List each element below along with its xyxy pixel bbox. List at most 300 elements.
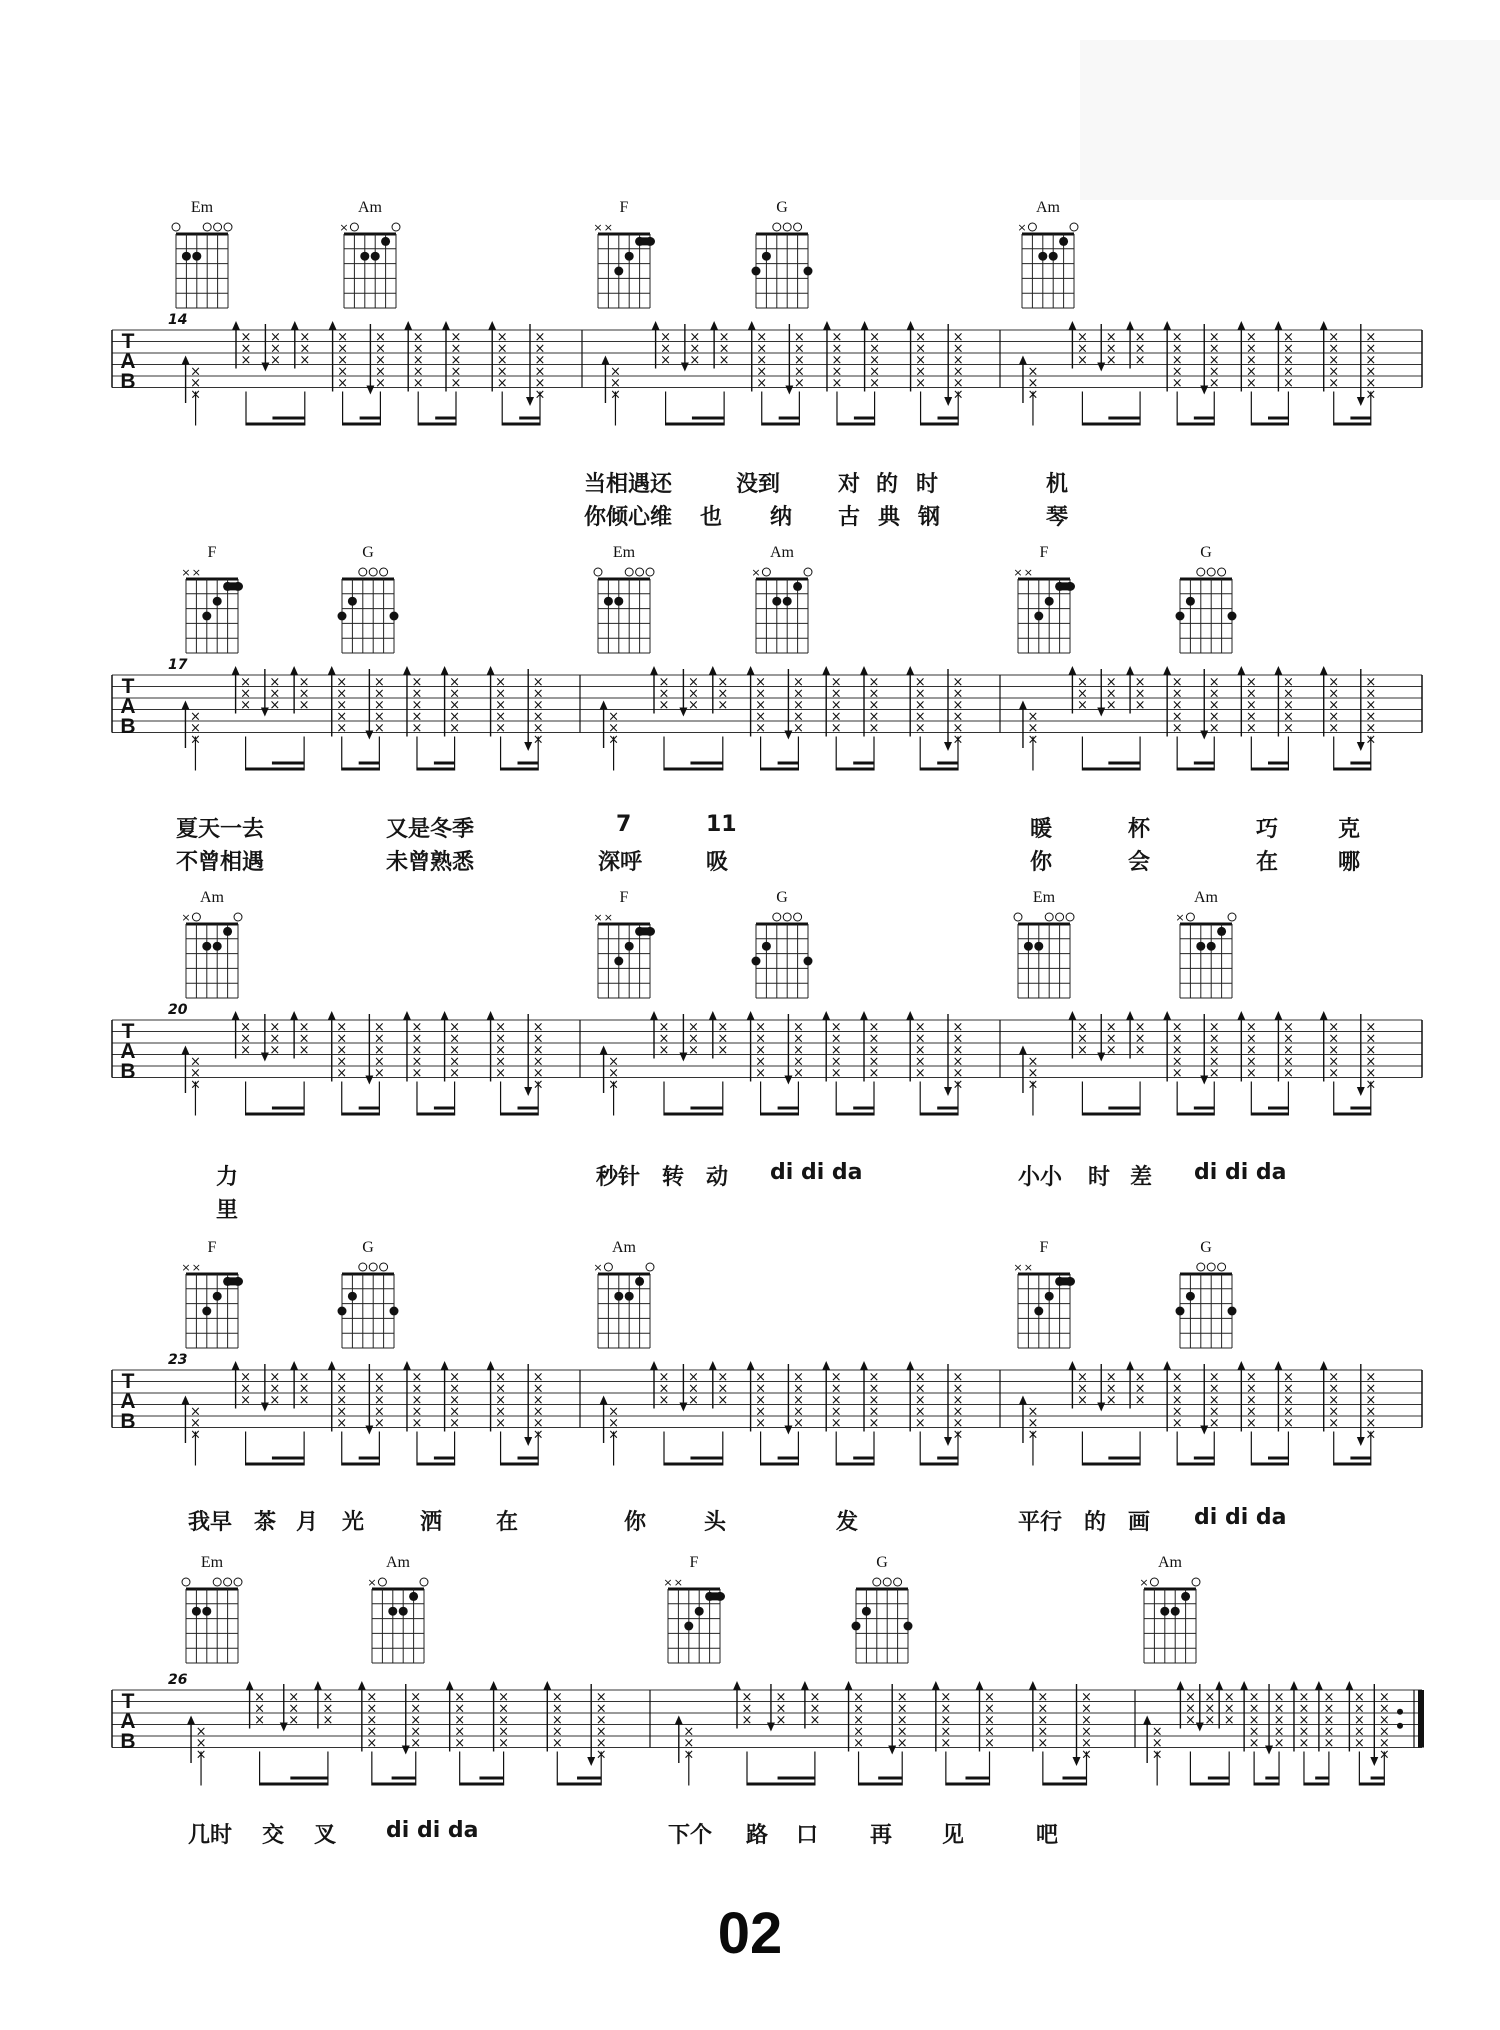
- strum-x: ×: [551, 1724, 563, 1740]
- strum-x: ×: [1208, 697, 1220, 713]
- strum-x: ×: [299, 352, 311, 368]
- strum-x: ×: [756, 341, 768, 357]
- strum-x: ×: [1282, 375, 1294, 391]
- strum-x: ×: [915, 352, 927, 368]
- strum-x: ×: [298, 1369, 310, 1385]
- beam-16th: [1062, 1777, 1086, 1780]
- mute-mark: ×: [1013, 566, 1023, 579]
- strum-x: ×: [830, 1415, 842, 1431]
- arrow-head: [488, 321, 496, 330]
- arrow-head: [232, 666, 240, 675]
- open-mark: [1197, 1263, 1205, 1271]
- chord-name: G: [776, 199, 788, 216]
- strum-x: ×: [450, 375, 462, 391]
- arrow-head: [441, 666, 449, 675]
- beam: [1177, 423, 1214, 426]
- strum-x: ×: [1248, 1724, 1260, 1740]
- strum-x: ×: [298, 1031, 310, 1047]
- strum-x: ×: [609, 387, 621, 403]
- finger-dot: [390, 1307, 399, 1316]
- strum-x: ×: [189, 732, 201, 748]
- chord-name: F: [689, 1554, 699, 1571]
- chord-name: G: [876, 1554, 888, 1571]
- strum-x: ×: [1328, 1065, 1340, 1081]
- beam-16th: [290, 1777, 328, 1780]
- strum-x: ×: [336, 686, 348, 702]
- strum-x: ×: [609, 364, 621, 380]
- strum-x: ×: [1282, 686, 1294, 702]
- strum-x: ×: [373, 1019, 385, 1035]
- strum-x: ×: [952, 1369, 964, 1385]
- beam: [417, 1463, 455, 1466]
- strum-x: ×: [831, 329, 843, 345]
- finger-dot: [614, 957, 623, 966]
- strum-x: ×: [896, 1712, 908, 1728]
- finger-dot: [1034, 1307, 1043, 1316]
- strum-x: ×: [658, 674, 670, 690]
- finger-dot: [695, 1607, 704, 1616]
- strum-x: ×: [1365, 1381, 1377, 1397]
- strum-x: ×: [1365, 1019, 1377, 1035]
- arrow-head: [944, 742, 952, 751]
- beam-16th: [434, 762, 455, 765]
- arrow-head: [1200, 386, 1208, 395]
- strum-x: ×: [1134, 697, 1146, 713]
- open-mark: [1192, 1578, 1200, 1586]
- beam: [1251, 1113, 1288, 1116]
- strum-x: ×: [1081, 1724, 1092, 1740]
- strum-x: ×: [658, 1381, 670, 1397]
- lyric-text: 几时: [188, 1823, 233, 1848]
- finger-dot: [614, 267, 623, 276]
- lyric-text: 再: [870, 1823, 893, 1848]
- arrow-head: [710, 321, 718, 330]
- strum-x: ×: [410, 1724, 422, 1740]
- arrow-head: [1200, 731, 1208, 740]
- strum-x: ×: [411, 1031, 423, 1047]
- finger-dot: [793, 582, 802, 591]
- mute-mark: ×: [339, 221, 349, 234]
- beam: [762, 423, 800, 426]
- strum-x: ×: [337, 364, 349, 380]
- strum-x: ×: [1245, 1065, 1257, 1081]
- strum-x: ×: [1105, 1042, 1117, 1058]
- strum-x: ×: [189, 1404, 201, 1420]
- strum-x: ×: [336, 1381, 348, 1397]
- strum-x: ×: [608, 1077, 620, 1093]
- tab-clef-letter: A: [120, 1040, 136, 1063]
- strum-x: ×: [952, 1381, 964, 1397]
- arrow-head: [1163, 321, 1171, 330]
- strum-x: ×: [1171, 686, 1183, 702]
- finger-dot: [409, 1592, 418, 1601]
- open-mark: [192, 913, 200, 921]
- arrow-head: [600, 1396, 608, 1405]
- strum-x: ×: [1105, 352, 1117, 368]
- strum-x: ×: [1037, 1724, 1049, 1740]
- strum-x: ×: [496, 352, 508, 368]
- strum-x: ×: [1171, 1054, 1183, 1070]
- tab-clef-letter: T: [121, 1370, 135, 1393]
- strum-x: ×: [1171, 674, 1183, 690]
- strum-x: ×: [410, 1712, 422, 1728]
- strum-x: ×: [1282, 1369, 1294, 1385]
- strum-x: ×: [495, 674, 507, 690]
- strum-x: ×: [608, 732, 620, 748]
- strum-x: ×: [336, 674, 348, 690]
- strum-x: ×: [411, 1042, 423, 1058]
- arrow-head: [490, 1681, 498, 1690]
- strum-x: ×: [940, 1689, 952, 1705]
- strum-x: ×: [1081, 1712, 1092, 1728]
- strum-x: ×: [1378, 1724, 1390, 1740]
- strum-x: ×: [755, 1392, 767, 1408]
- arrow-head: [652, 321, 660, 330]
- chord-name: Em: [200, 1554, 224, 1571]
- strum-x: ×: [1027, 1404, 1039, 1420]
- strum-x: ×: [1171, 709, 1183, 725]
- beam: [920, 1113, 958, 1116]
- finger-dot: [202, 1607, 211, 1616]
- strum-x: ×: [534, 352, 546, 368]
- mute-mark: ×: [1023, 1261, 1034, 1274]
- strum-x: ×: [532, 1404, 544, 1420]
- strum-x: ×: [454, 1724, 466, 1740]
- strum-x: ×: [1027, 375, 1039, 391]
- open-mark: [646, 1263, 654, 1271]
- arrow-head: [907, 321, 915, 330]
- arrow-head: [1320, 321, 1328, 330]
- chord-name: F: [619, 889, 629, 906]
- strum-x: ×: [195, 1747, 207, 1763]
- strum-x: ×: [454, 1735, 466, 1751]
- finger-dot: [752, 957, 761, 966]
- strum-x: ×: [534, 341, 546, 357]
- arrow-head: [733, 1681, 741, 1690]
- beam: [836, 1463, 874, 1466]
- lyric-text: 里: [216, 1198, 239, 1223]
- arrow-head: [487, 1361, 495, 1370]
- open-mark: [594, 568, 602, 576]
- arrow-head: [801, 1681, 809, 1690]
- arrow-head: [365, 1076, 373, 1085]
- end-bar-thick: [1418, 1690, 1424, 1748]
- arrow-head: [784, 1426, 792, 1435]
- strum-x: ×: [1328, 341, 1340, 357]
- strum-x: ×: [952, 1031, 964, 1047]
- strum-x: ×: [1298, 1735, 1310, 1751]
- strum-x: ×: [532, 1369, 544, 1385]
- strum-x: ×: [792, 1065, 804, 1081]
- strum-x: ×: [373, 1054, 385, 1070]
- strum-x: ×: [1328, 329, 1340, 345]
- strum-x: ×: [1273, 1735, 1285, 1751]
- arrow-head: [1097, 1053, 1105, 1062]
- strum-x: ×: [868, 674, 880, 690]
- arrow-head: [261, 363, 269, 372]
- strum-x: ×: [1134, 686, 1146, 702]
- beam-16th: [1194, 1457, 1214, 1460]
- strum-x: ×: [809, 1701, 821, 1717]
- arrow-head: [1163, 1361, 1171, 1370]
- strum-x: ×: [1378, 1735, 1390, 1751]
- beam: [664, 768, 723, 771]
- beam-16th: [965, 1777, 989, 1780]
- strum-x: ×: [240, 1019, 252, 1035]
- finger-dot: [852, 1622, 861, 1631]
- beam-16th: [519, 417, 540, 420]
- strum-x: ×: [658, 1019, 670, 1035]
- strum-x: ×: [1208, 364, 1220, 380]
- lyric-text: 月: [296, 1510, 319, 1535]
- arrow-head: [747, 666, 755, 675]
- tab-clef-letter: T: [121, 675, 135, 698]
- strum-x: ×: [608, 1065, 620, 1081]
- finger-dot: [762, 252, 771, 261]
- strum-x: ×: [336, 1054, 348, 1070]
- beam-16th: [272, 417, 304, 420]
- strum-x: ×: [411, 1415, 423, 1431]
- strum-x: ×: [1245, 686, 1257, 702]
- arrow-head: [767, 1723, 775, 1732]
- strum-x: ×: [952, 375, 964, 391]
- strum-x: ×: [269, 1369, 281, 1385]
- beam: [246, 1113, 305, 1116]
- arrow-head: [403, 1011, 411, 1020]
- finger-dot: [783, 597, 792, 606]
- strum-x: ×: [496, 364, 508, 380]
- strum-x: ×: [1076, 697, 1088, 713]
- arrow-head: [681, 363, 689, 372]
- strum-x: ×: [1105, 1031, 1117, 1047]
- mute-mark: ×: [191, 1261, 202, 1274]
- strum-x: ×: [532, 1381, 544, 1397]
- arrow-head: [403, 1361, 411, 1370]
- beam: [1082, 423, 1140, 426]
- beam-16th: [359, 1457, 380, 1460]
- lyric-text: 克: [1338, 817, 1361, 842]
- strum-x: ×: [831, 341, 843, 357]
- arrow-head: [291, 321, 299, 330]
- strum-x: ×: [914, 1404, 926, 1420]
- strum-x: ×: [449, 720, 461, 736]
- beam-16th: [1194, 1107, 1214, 1110]
- lyric-text: 哪: [1338, 850, 1361, 875]
- strum-x: ×: [1076, 1369, 1088, 1385]
- strum-x: ×: [269, 1042, 281, 1058]
- arrow-head: [888, 1746, 896, 1755]
- strum-x: ×: [952, 732, 964, 748]
- strum-x: ×: [608, 1415, 620, 1431]
- strum-x: ×: [1027, 1427, 1039, 1443]
- open-mark: [636, 568, 644, 576]
- strum-x: ×: [412, 375, 424, 391]
- strum-x: ×: [336, 1392, 348, 1408]
- strum-x: ×: [1273, 1712, 1285, 1728]
- strum-x: ×: [1353, 1712, 1365, 1728]
- strum-x: ×: [869, 329, 881, 345]
- strum-x: ×: [532, 686, 544, 702]
- open-mark: [1186, 913, 1194, 921]
- finger-dot: [388, 1607, 397, 1616]
- beam-16th: [1268, 762, 1288, 765]
- strum-x: ×: [595, 1701, 607, 1717]
- strum-x: ×: [896, 1724, 908, 1740]
- arrow-head: [181, 1046, 189, 1055]
- strum-x: ×: [1328, 1054, 1340, 1070]
- lyric-text: 力: [216, 1165, 239, 1190]
- beam: [1251, 768, 1288, 771]
- strum-x: ×: [1328, 1415, 1340, 1431]
- strum-x: ×: [658, 1392, 670, 1408]
- mute-mark: ×: [593, 221, 603, 234]
- strum-x: ×: [532, 709, 544, 725]
- strum-x: ×: [1134, 1019, 1146, 1035]
- arrow-head: [906, 1361, 914, 1370]
- open-mark: [1218, 568, 1226, 576]
- strum-x: ×: [952, 329, 964, 345]
- strum-x: ×: [337, 341, 349, 357]
- strum-x: ×: [411, 1392, 423, 1408]
- strum-x: ×: [830, 674, 842, 690]
- strum-x: ×: [1171, 1019, 1183, 1035]
- arrow-head: [1237, 1011, 1245, 1020]
- strum-x: ×: [410, 1689, 422, 1705]
- strum-x: ×: [830, 720, 842, 736]
- finger-dot: [338, 612, 347, 621]
- mute-mark: ×: [593, 911, 603, 924]
- strum-x: ×: [1282, 709, 1294, 725]
- lyric-text: 深呼: [598, 850, 643, 875]
- strum-x: ×: [366, 1735, 378, 1751]
- arrow-head: [1345, 1681, 1353, 1690]
- beam: [1334, 768, 1371, 771]
- strum-x: ×: [1282, 1054, 1294, 1070]
- open-mark: [213, 1578, 221, 1586]
- strum-x: ×: [449, 1392, 461, 1408]
- arrow-head: [404, 321, 412, 330]
- finger-dot: [1160, 1607, 1169, 1616]
- open-mark: [604, 1263, 612, 1271]
- arrow-head: [261, 1403, 269, 1412]
- open-mark: [873, 1578, 881, 1586]
- strum-x: ×: [741, 1712, 753, 1728]
- strum-x: ×: [450, 329, 462, 345]
- arrow-head: [487, 1011, 495, 1020]
- strum-x: ×: [1134, 352, 1146, 368]
- strum-x: ×: [240, 686, 252, 702]
- arrow-head: [1029, 1681, 1037, 1690]
- beam: [342, 768, 380, 771]
- arrow-head: [181, 701, 189, 710]
- strum-x: ×: [298, 1381, 310, 1397]
- strum-x: ×: [269, 1381, 281, 1397]
- mute-mark: ×: [593, 1261, 603, 1274]
- strum-x: ×: [1134, 1042, 1146, 1058]
- strum-x: ×: [495, 1042, 507, 1058]
- mute-mark: ×: [181, 1261, 191, 1274]
- chord-name: Am: [1194, 889, 1218, 906]
- strum-x: ×: [755, 674, 767, 690]
- strum-x: ×: [1328, 1404, 1340, 1420]
- arrow-head: [403, 666, 411, 675]
- lyric-text: 路: [746, 1823, 769, 1848]
- strum-x: ×: [449, 1065, 461, 1081]
- mute-mark: ×: [181, 911, 191, 924]
- chord-name: G: [776, 889, 788, 906]
- arrow-head: [1097, 1403, 1105, 1412]
- arrow-head: [1357, 742, 1365, 751]
- tab-clef-letter: A: [120, 1710, 136, 1733]
- strum-x: ×: [1323, 1724, 1335, 1740]
- arrow-head: [524, 742, 532, 751]
- finger-dot: [1186, 597, 1195, 606]
- arrow-head: [1068, 321, 1076, 330]
- strum-x: ×: [869, 375, 881, 391]
- mute-mark: ×: [1175, 911, 1185, 924]
- strum-x: ×: [896, 1735, 908, 1751]
- strum-x: ×: [1171, 341, 1183, 357]
- strum-x: ×: [1365, 1065, 1377, 1081]
- strum-x: ×: [1365, 341, 1377, 357]
- strum-x: ×: [914, 1019, 926, 1035]
- strum-x: ×: [532, 1392, 544, 1408]
- page-number: 02: [717, 1901, 783, 1966]
- arrow-head: [845, 1681, 853, 1690]
- open-mark: [894, 1578, 902, 1586]
- strum-x: ×: [1378, 1701, 1390, 1717]
- beam-16th: [1350, 1457, 1370, 1460]
- arrow-head: [328, 1361, 336, 1370]
- lyric-text: 我早: [188, 1510, 233, 1535]
- finger-dot: [625, 1292, 634, 1301]
- beam: [1334, 1113, 1371, 1116]
- strum-x: ×: [830, 1054, 842, 1070]
- strum-x: ×: [1105, 329, 1117, 345]
- strum-x: ×: [288, 1701, 300, 1717]
- strum-x: ×: [952, 341, 964, 357]
- finger-dot: [625, 252, 634, 261]
- strum-x: ×: [1365, 1369, 1377, 1385]
- arrow-head: [822, 666, 830, 675]
- strum-x: ×: [868, 1415, 880, 1431]
- arrow-head: [328, 666, 336, 675]
- strum-x: ×: [551, 1689, 563, 1705]
- strum-x: ×: [1105, 1369, 1117, 1385]
- strum-x: ×: [1171, 1042, 1183, 1058]
- strum-x: ×: [495, 686, 507, 702]
- strum-x: ×: [411, 1404, 423, 1420]
- beam: [747, 1783, 815, 1786]
- strum-x: ×: [1171, 1381, 1183, 1397]
- open-mark: [359, 568, 367, 576]
- strum-x: ×: [298, 686, 310, 702]
- tab-clef-letter: T: [121, 1690, 135, 1713]
- strum-x: ×: [868, 1031, 880, 1047]
- strum-x: ×: [984, 1735, 995, 1751]
- beam-16th: [479, 1777, 503, 1780]
- chord-name: F: [207, 1239, 217, 1256]
- lyric-text: 时: [916, 472, 939, 497]
- strum-x: ×: [608, 720, 620, 736]
- strum-x: ×: [1282, 720, 1294, 736]
- arrow-head: [1068, 1361, 1076, 1370]
- arrow-head: [650, 666, 658, 675]
- arrow-head: [187, 1716, 195, 1725]
- arrow-head: [290, 1361, 298, 1370]
- strum-x: ×: [717, 1019, 729, 1035]
- strum-x: ×: [1365, 1031, 1377, 1047]
